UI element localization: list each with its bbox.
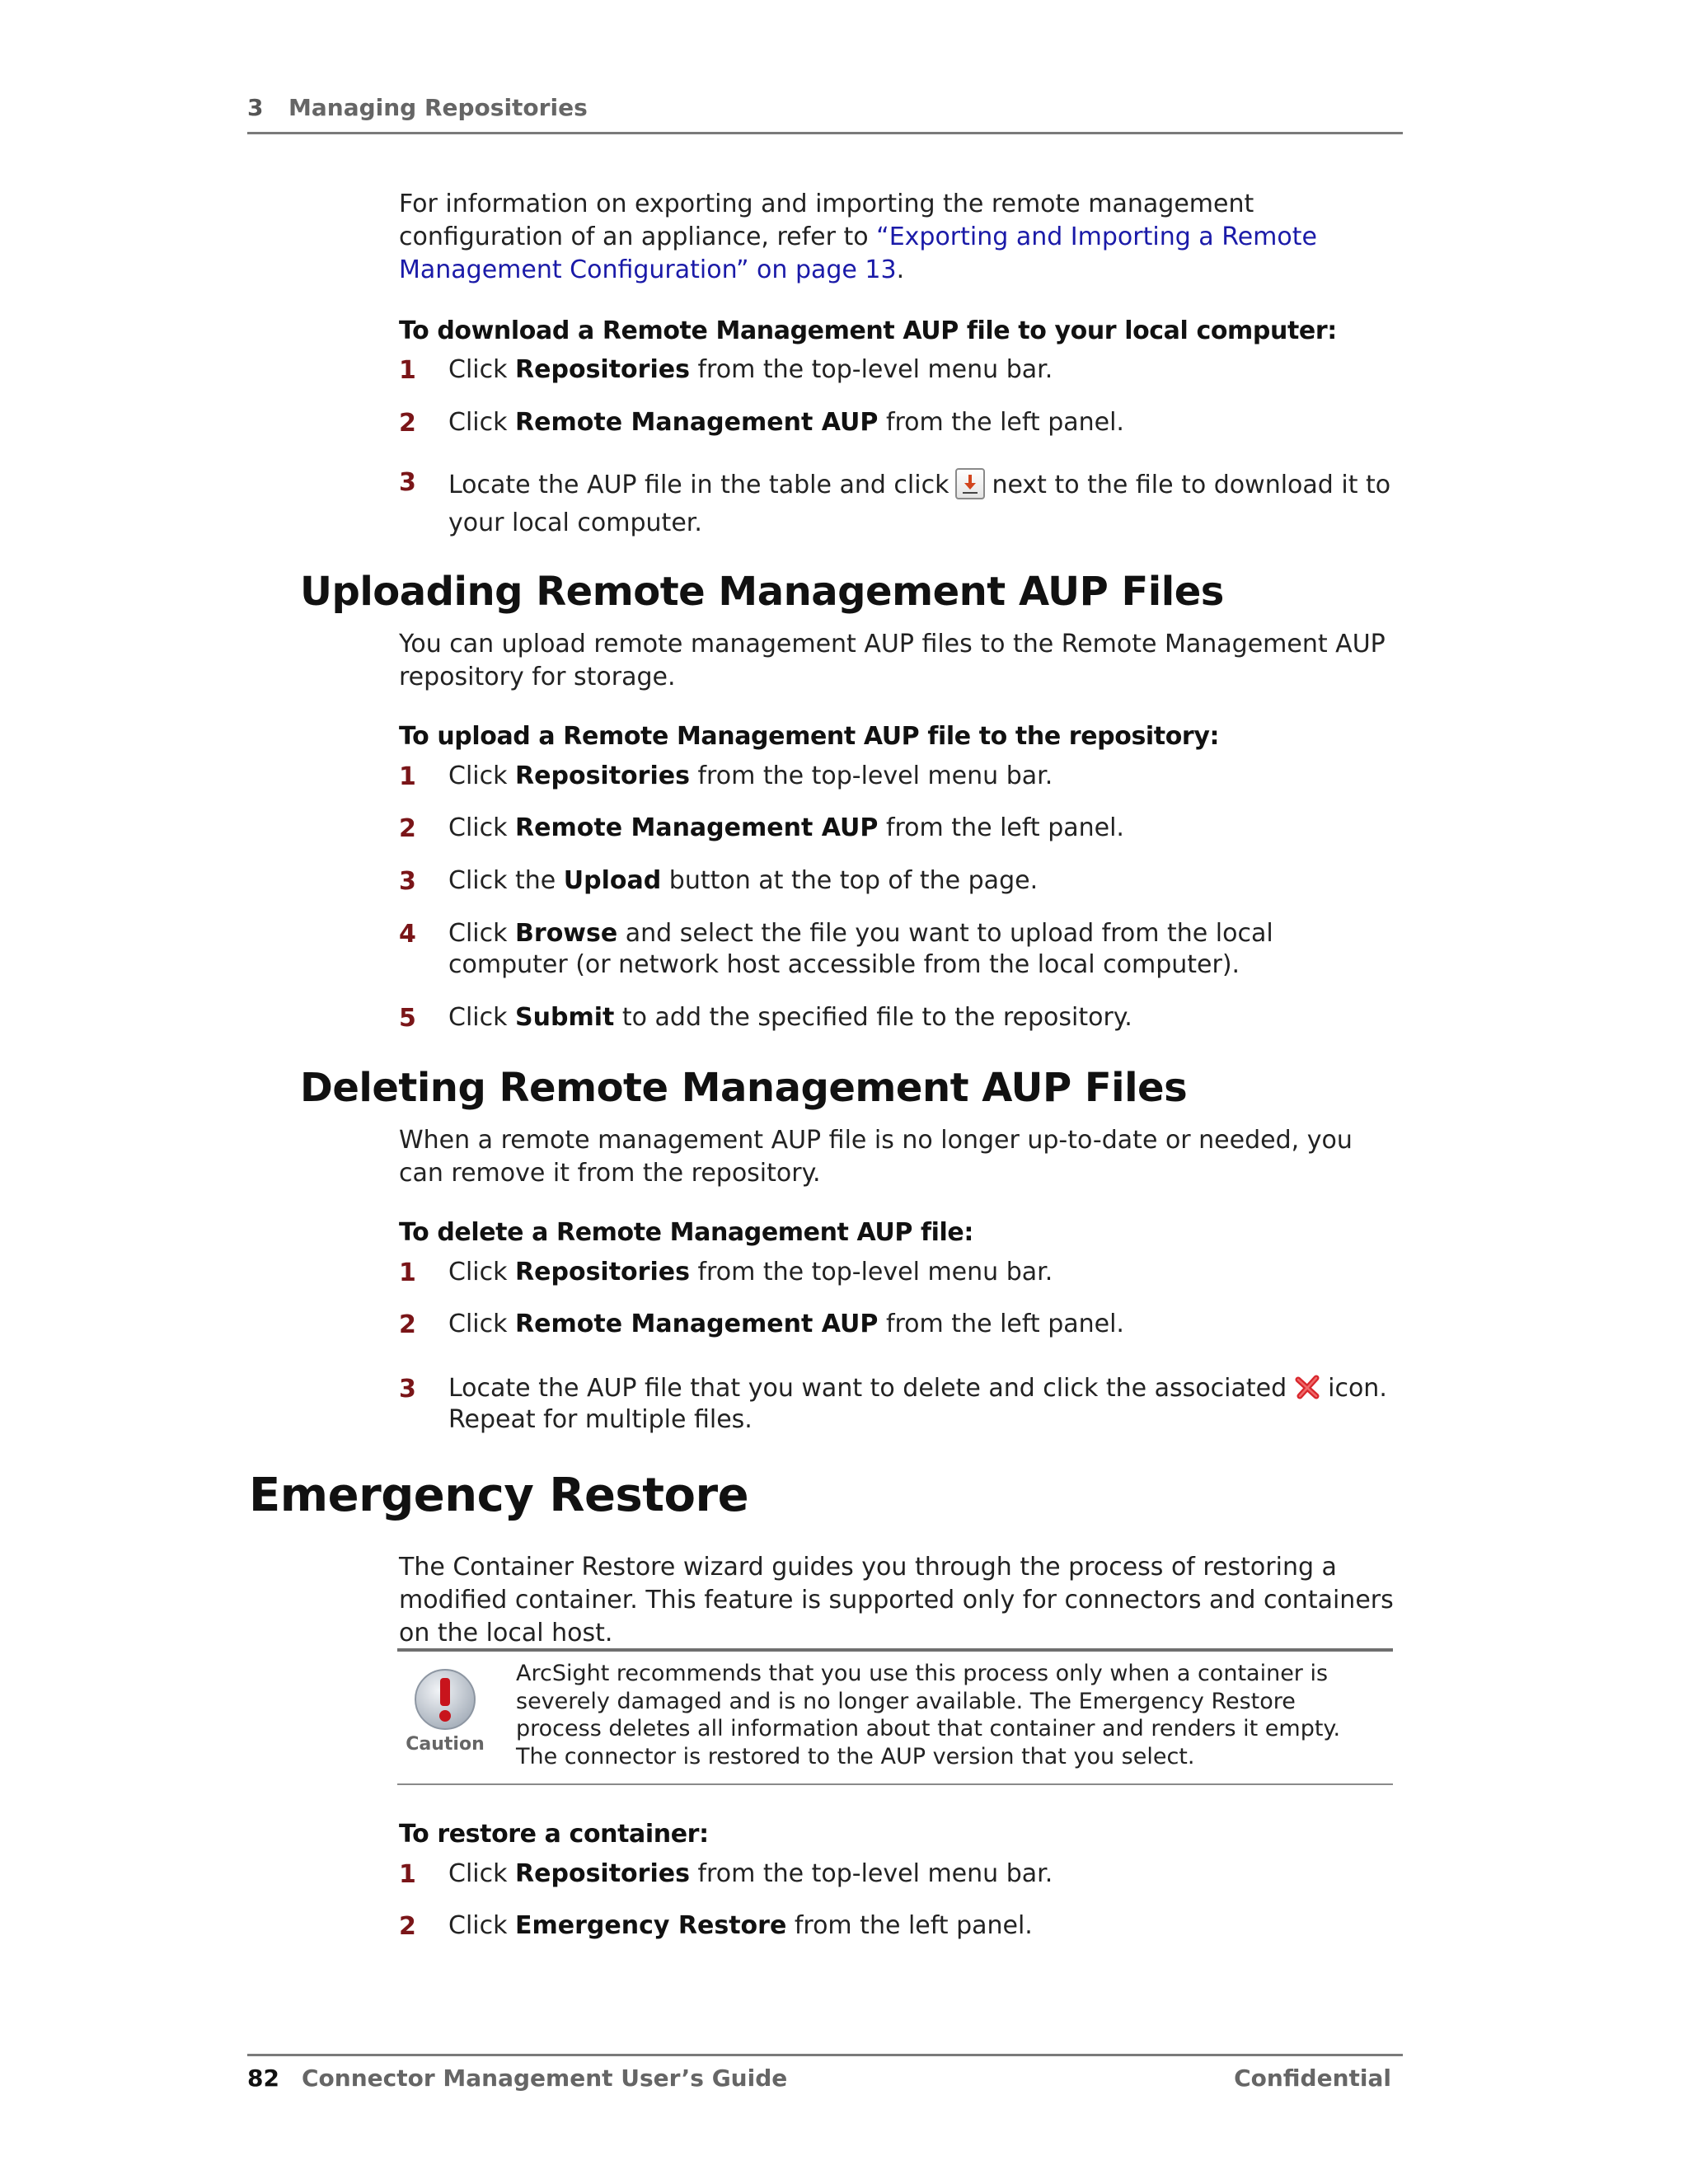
caution-label: Caution [406, 1734, 485, 1755]
emergency-body: The Container Restore wizard guides you through the process of restoring a modified container. This feature is supported only for connectors and containers on the local host. [399, 1553, 1394, 1647]
section-heading-emergency-restore: Emergency Restore [249, 1469, 749, 1522]
step-text: Locate the AUP file in the table and click next to the file to download it to your local computer. [448, 466, 1396, 542]
intro-text: For information on exporting and importing the remote management configuration of an appliance, refer to [399, 190, 1254, 251]
step-number: 3 [399, 468, 416, 497]
step-number: 3 [399, 867, 416, 896]
caution-text: ArcSight recommends that you use this process only when a container is severely damaged and is no longer available. The Emergency Restore process deletes all information about that container and renders it empty. The connector is restored to the AUP version that you select. [516, 1661, 1341, 1769]
step-text: Click Repositories from the top-level menu bar. [448, 762, 1053, 790]
step-text: Click Remote Management AUP from the left panel. [448, 813, 1124, 842]
step-text: Locate the AUP file that you want to delete and click the associated icon. Repeat for multiple files. [448, 1374, 1387, 1434]
step-text: Click Remote Management AUP from the left panel. [448, 408, 1124, 437]
caution-note [397, 1648, 1393, 1785]
step-text: Click Emergency Restore from the left panel. [448, 1911, 1033, 1940]
procedure-title-download: To download a Remote Management AUP file to your local computer: [399, 316, 1337, 345]
step-number: 2 [399, 1310, 416, 1339]
procedure-title-restore: To restore a container: [399, 1820, 709, 1849]
delete-x-icon[interactable] [1293, 1373, 1321, 1401]
step-number: 2 [399, 1912, 416, 1941]
intro-paragraph [399, 188, 1396, 287]
chapter-title: Managing Repositories [288, 94, 588, 121]
cross-reference-link[interactable]: “Exporting and Importing a Remote Management Configuration” on page 13 [399, 223, 1317, 284]
page-header [247, 91, 1403, 134]
section-heading-delete: Deleting Remote Management AUP Files [300, 1065, 1188, 1111]
download-icon[interactable] [955, 468, 985, 499]
step-number: 2 [399, 814, 416, 843]
chapter-number: 3 [247, 94, 264, 121]
step-text: Click Remote Management AUP from the left panel. [448, 1310, 1124, 1338]
step-number: 1 [399, 356, 416, 385]
step-number: 1 [399, 1860, 416, 1889]
page-footer [247, 2054, 1403, 2092]
procedure-title-delete: To delete a Remote Management AUP file: [399, 1218, 973, 1247]
delete-body: When a remote management AUP file is no longer up-to-date or needed, you can remove it from the repository. [399, 1126, 1353, 1188]
step-text: Click the Upload button at the top of the page. [448, 866, 1039, 895]
intro-text-end: . [896, 255, 905, 284]
step-number: 5 [399, 1004, 416, 1033]
caution-icon [412, 1666, 478, 1736]
step-number: 3 [399, 1375, 416, 1404]
page-number: 82 [247, 2064, 279, 2092]
step-text: Click Repositories from the top-level menu bar. [448, 1859, 1053, 1888]
step-text: Click Repositories from the top-level menu bar. [448, 355, 1053, 384]
step-number: 1 [399, 762, 416, 791]
step-text: Click Submit to add the specified file to the repository. [448, 1003, 1132, 1032]
step-text: Click Repositories from the top-level menu bar. [448, 1258, 1053, 1286]
step-number: 2 [399, 409, 416, 438]
section-heading-upload: Uploading Remote Management AUP Files [300, 569, 1224, 615]
classification-label: Confidential [1234, 2064, 1391, 2092]
upload-body: You can upload remote management AUP files to the Remote Management AUP repository for storage. [399, 630, 1386, 691]
guide-title: Connector Management User’s Guide [302, 2064, 788, 2092]
step-number: 4 [399, 920, 416, 949]
step-number: 1 [399, 1258, 416, 1287]
procedure-title-upload: To upload a Remote Management AUP file to the repository: [399, 722, 1220, 751]
step-text: Click Browse and select the file you want to upload from the local computer (or network host accessible from the local computer). [448, 919, 1273, 979]
